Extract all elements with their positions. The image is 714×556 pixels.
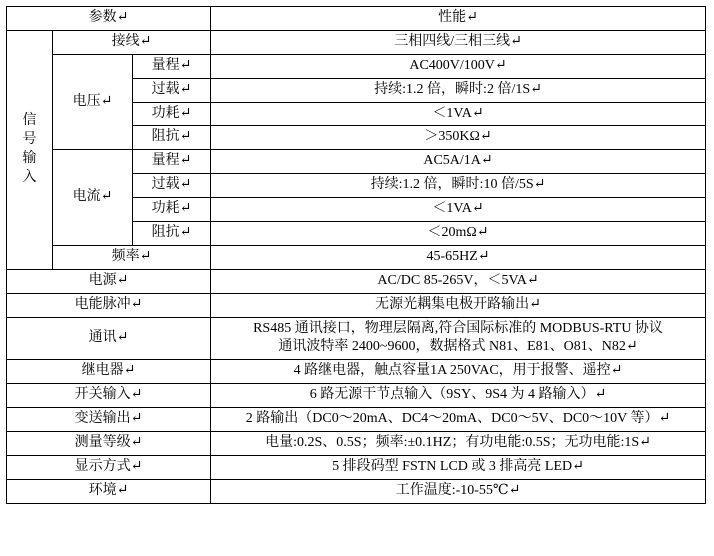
cell-performance-header: 性能↵ [211,7,706,31]
cell-label: 通讯↵ [7,317,211,360]
cell-label: 变送输出↵ [7,408,211,432]
cell-group-voltage: 电压↵ [53,54,133,150]
table-row [7,360,706,384]
cell-label: 环境↵ [7,479,211,503]
cell-value: ＜1VA↵ [211,102,706,126]
cell-value: 无源光耦集电极开路输出↵ [211,293,706,317]
table-row [7,384,706,408]
table-row [7,479,706,503]
cell-label: 电能脉冲↵ [7,293,211,317]
cell-value: 工作温度:-10-55℃↵ [211,479,706,503]
cell-value: 持续:1.2 倍，瞬时:10 倍/5S↵ [211,174,706,198]
cell-value: 45-65HZ↵ [211,245,706,269]
cell-label: 阻抗↵ [133,222,211,246]
cell-value: 三相四线/三相三线↵ [211,30,706,54]
specification-table [6,6,706,504]
cell-label: 功耗↵ [133,198,211,222]
cell-group-current: 电流↵ [53,150,133,246]
table-row [7,150,706,174]
table-row [7,293,706,317]
cell-label: 过载↵ [133,78,211,102]
cell-value: AC400V/100V↵ [211,54,706,78]
table-row [7,269,706,293]
cell-value: ＜20mΩ↵ [211,222,706,246]
cell-value: AC/DC 85-265V，＜5VA↵ [211,269,706,293]
table-row-header [7,7,706,31]
cell-label: 功耗↵ [133,102,211,126]
table-row [7,455,706,479]
table-row [7,54,706,78]
table-row [7,317,706,360]
cell-param-header: 参数↵ [7,7,211,31]
cell-label: 过载↵ [133,174,211,198]
cell-value: AC5A/1A↵ [211,150,706,174]
table-row [7,432,706,456]
table-row [7,245,706,269]
cell-value: 持续:1.2 倍，瞬时:2 倍/1S↵ [211,78,706,102]
table-row [7,30,706,54]
cell-label: 测量等级↵ [7,432,211,456]
cell-value: 2 路输出（DC0～20mA、DC4～20mA、DC0～5V、DC0～10V 等）↵ [211,408,706,432]
cell-label: 频率↵ [53,245,211,269]
cell-label: 接线↵ [53,30,211,54]
cell-label: 阻抗↵ [133,126,211,150]
cell-value: RS485 通讯接口，物理层隔离,符合国际标准的 MODBUS-RTU 协议 通讯波特率 2400~9600，数据格式 N81、E81、O81、N82↵ [211,317,706,360]
cell-value: 5 排段码型 FSTN LCD 或 3 排高亮 LED↵ [211,455,706,479]
cell-value: 4 路继电器，触点容量1A 250VAC，用于报警、遥控↵ [211,360,706,384]
cell-value: ＜1VA↵ [211,198,706,222]
cell-label: 量程↵ [133,150,211,174]
cell-group-signal-input: 信 号 输 入 [7,30,53,269]
cell-value: 6 路无源干节点输入（9SY、9S4 为 4 路输入）↵ [211,384,706,408]
cell-label: 电源↵ [7,269,211,293]
cell-label: 显示方式↵ [7,455,211,479]
cell-label: 量程↵ [133,54,211,78]
cell-label: 开关输入↵ [7,384,211,408]
cell-value: ＞350KΩ↵ [211,126,706,150]
table-row [7,408,706,432]
cell-value: 电量:0.2S、0.5S；频率:±0.1HZ；有功电能:0.5S；无功电能:1S↵ [211,432,706,456]
cell-label: 继电器↵ [7,360,211,384]
